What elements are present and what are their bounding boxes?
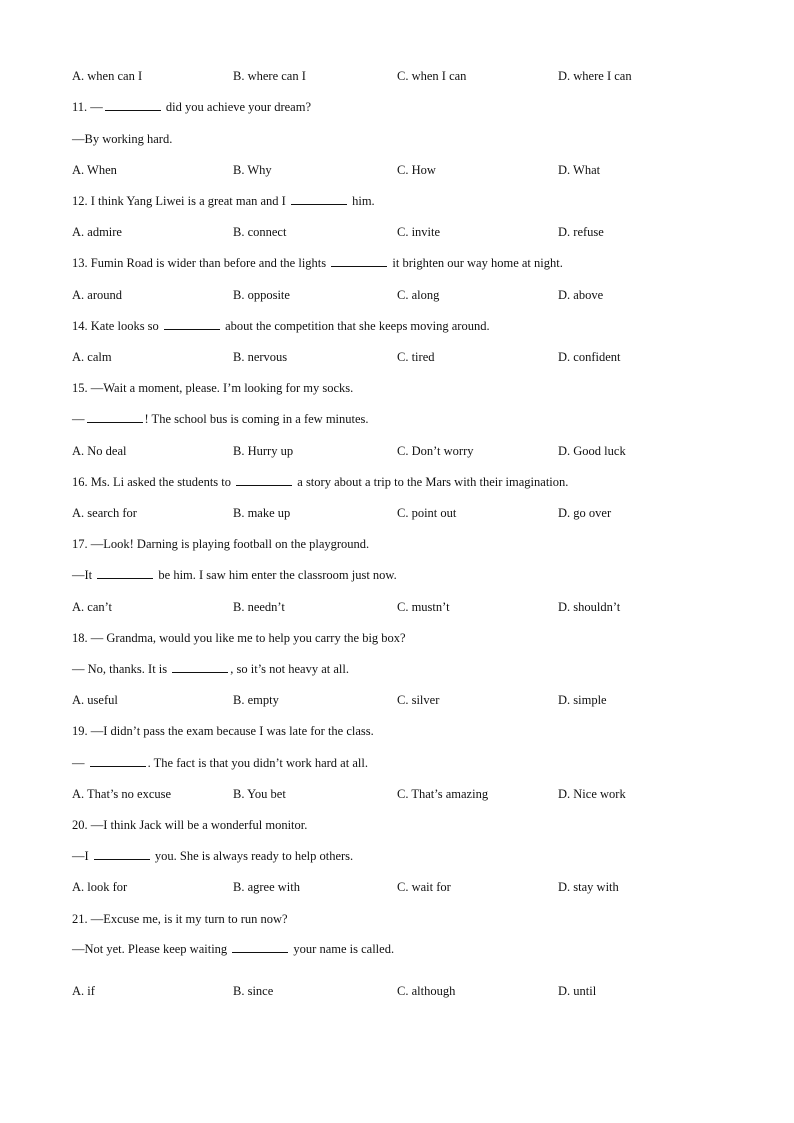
option-a: A. No deal xyxy=(72,444,127,458)
question-15: 15. —Wait a moment, please. I’m looking for my socks. xyxy=(72,381,354,395)
option-a: A. if xyxy=(72,984,95,998)
option-a: A. look for xyxy=(72,880,128,894)
option-a: A. can’t xyxy=(72,600,113,614)
option-a: A. calm xyxy=(72,350,112,364)
options-q12 xyxy=(72,224,732,240)
question-19: 19. —I didn’t pass the exam because I was late for the class. xyxy=(72,724,374,738)
options-q10 xyxy=(72,68,732,84)
option-c: C. point out xyxy=(397,506,457,520)
option-c: C. invite xyxy=(397,225,441,239)
option-a: A. That’s no excuse xyxy=(72,787,172,801)
question-17: 17. —Look! Darning is playing football on the playground. xyxy=(72,537,370,551)
option-b: B. You bet xyxy=(233,787,286,801)
option-d: D. go over xyxy=(558,506,612,520)
answer-blank xyxy=(232,941,288,953)
options-q11 xyxy=(72,162,732,178)
option-c: C. mustn’t xyxy=(397,600,450,614)
answer-blank xyxy=(87,411,143,423)
answer-line-20: —I you. She is always ready to help others. xyxy=(72,849,354,863)
question-20: 20. —I think Jack will be a wonderful monitor. xyxy=(72,818,308,832)
answer-blank xyxy=(236,474,292,486)
answer-line-17: —It be him. I saw him enter the classroom just now. xyxy=(72,568,397,582)
option-c: C. That’s amazing xyxy=(397,787,489,801)
option-d: D. confident xyxy=(558,350,621,364)
option-a: A. when can I xyxy=(72,69,143,83)
option-a: A. admire xyxy=(72,225,122,239)
option-b: B. opposite xyxy=(233,288,290,302)
options-q17 xyxy=(72,599,732,615)
answer-blank xyxy=(331,255,387,267)
options-q13 xyxy=(72,287,732,303)
answer-line-19: — . The fact is that you didn’t work hard at all. xyxy=(72,756,368,770)
option-b: B. nervous xyxy=(233,350,288,364)
option-d: D. Nice work xyxy=(558,787,626,801)
option-d: D. stay with xyxy=(558,880,619,894)
question-12: 12. I think Yang Liwei is a great man and I him. xyxy=(72,194,375,208)
options-q16 xyxy=(72,505,732,521)
option-d: D. simple xyxy=(558,693,607,707)
option-b: B. Hurry up xyxy=(233,444,294,458)
option-d: D. Good luck xyxy=(558,444,626,458)
option-a: A. useful xyxy=(72,693,118,707)
option-c: C. tired xyxy=(397,350,435,364)
option-b: B. where can I xyxy=(233,69,306,83)
option-d: D. above xyxy=(558,288,604,302)
option-b: B. needn’t xyxy=(233,600,285,614)
option-d: D. until xyxy=(558,984,597,998)
option-b: B. connect xyxy=(233,225,287,239)
option-c: C. Don’t worry xyxy=(397,444,474,458)
answer-blank xyxy=(105,99,161,111)
answer-blank xyxy=(172,661,228,673)
answer-line-15: — ! The school bus is coming in a few minutes. xyxy=(72,412,369,426)
option-b: B. make up xyxy=(233,506,291,520)
option-c: C. although xyxy=(397,984,456,998)
answer-line-21: —Not yet. Please keep waiting your name is called. xyxy=(72,942,395,956)
question-11: 11. — did you achieve your dream? xyxy=(72,100,312,114)
question-14: 14. Kate looks so about the competition that she keeps moving around. xyxy=(72,319,490,333)
answer-line-18: — No, thanks. It is , so it’s not heavy at all. xyxy=(72,662,349,676)
answer-blank xyxy=(291,193,347,205)
option-d: D. refuse xyxy=(558,225,604,239)
question-18: 18. — Grandma, would you like me to help you carry the big box? xyxy=(72,631,406,645)
answer-blank xyxy=(164,318,220,330)
option-c: C. along xyxy=(397,288,440,302)
question-21: 21. —Excuse me, is it my turn to run now? xyxy=(72,912,288,926)
answer-blank xyxy=(90,755,146,767)
options-q21 xyxy=(72,983,732,999)
options-q19 xyxy=(72,786,732,802)
option-b: B. empty xyxy=(233,693,279,707)
option-c: C. wait for xyxy=(397,880,451,894)
option-a: A. When xyxy=(72,163,117,177)
options-q14 xyxy=(72,349,732,365)
option-d: D. shouldn’t xyxy=(558,600,621,614)
options-q18 xyxy=(72,692,732,708)
option-c: C. silver xyxy=(397,693,440,707)
option-c: C. when I can xyxy=(397,69,467,83)
answer-blank xyxy=(94,848,150,860)
question-13: 13. Fumin Road is wider than before and the lights it brighten our way home at night. xyxy=(72,256,563,270)
question-16: 16. Ms. Li asked the students to a story about a trip to the Mars with their imagination. xyxy=(72,475,569,489)
option-a: A. search for xyxy=(72,506,137,520)
option-b: B. Why xyxy=(233,163,272,177)
answer-line-11: —By working hard. xyxy=(72,132,173,146)
option-b: B. since xyxy=(233,984,274,998)
option-c: C. How xyxy=(397,163,436,177)
answer-blank xyxy=(97,567,153,579)
option-b: B. agree with xyxy=(233,880,300,894)
options-q20 xyxy=(72,879,732,895)
option-d: D. What xyxy=(558,163,601,177)
options-q15 xyxy=(72,443,732,459)
option-d: D. where I can xyxy=(558,69,632,83)
option-a: A. around xyxy=(72,288,122,302)
